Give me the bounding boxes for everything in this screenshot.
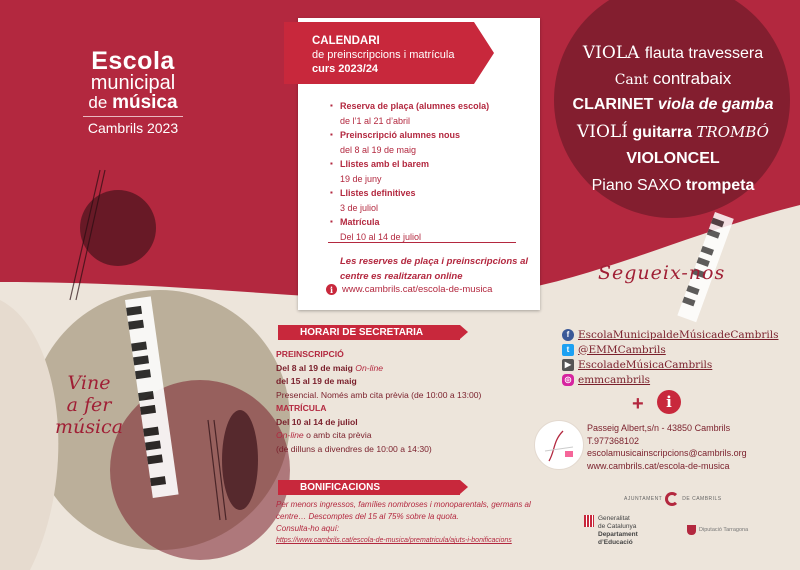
- logo-de-musica: de música: [88, 92, 178, 113]
- calendar-note: Les reserves de plaça i preinscripcions al centre es realitzaran online: [340, 256, 528, 282]
- calendar-item-date: de l’1 al 21 d’abril: [340, 115, 411, 126]
- info-icon: i: [326, 284, 337, 295]
- calendar-link-text[interactable]: www.cambrils.cat/escola-de-musica: [342, 284, 493, 295]
- instrument-row: VIOLONCEL: [626, 150, 720, 167]
- youtube-icon: ▶: [562, 359, 574, 371]
- instrument-row: CLARINET viola de gamba: [572, 96, 774, 113]
- calendar-item-label: ▪ Preinscripció alumnes nous: [330, 128, 530, 143]
- logo-escola: Escola: [91, 47, 175, 75]
- calendar-item-date: Del 10 al 14 de juliol: [340, 231, 422, 242]
- diputacio-logo: Diputació Tarragona: [687, 525, 748, 535]
- instruments-list: [548, 40, 798, 200]
- instrument-row: VIOLA flauta travessera: [582, 43, 764, 63]
- twitter-link[interactable]: t @EMMCambrils: [562, 342, 778, 357]
- bonificacions-tag: BONIFICACIONS: [278, 480, 460, 495]
- calendar-item-date: 19 de juny: [340, 173, 382, 184]
- bonificacions-link[interactable]: https://www.cambrils.cat/escola-de-musica/prematricula/ajuts-i-bonificacions: [276, 537, 512, 544]
- instagram-link[interactable]: ◎ emmcambrils: [562, 372, 778, 387]
- school-logo: [78, 48, 188, 136]
- calendar-item-date: del 8 al 19 de maig: [340, 144, 417, 155]
- website[interactable]: www.cambrils.cat/escola-de-musica: [587, 460, 730, 471]
- horari-tag: HORARI DE SECRETARIA: [278, 325, 460, 340]
- bonificacions-section: Per menors ingressos, famílies nombroses i monoparentals, germans al centre… Descomptes del 15 al 75% sobre la quota. Consulta-ho aquí: https://www.cambrils.cat/escola-de-musica/prematricula/ajuts-i-bonificacions: [276, 499, 536, 547]
- calendar-item-label: ▪ Llistes amb el barem: [330, 157, 530, 172]
- calendar-item-date: 3 de juliol: [340, 202, 379, 213]
- vine-a-fer-musica: Vine a fer música: [54, 372, 124, 438]
- phone: T.977368102: [587, 435, 640, 446]
- twitter-icon: t: [562, 344, 574, 356]
- calendar-item-label: ▪ Matrícula: [330, 215, 530, 230]
- logo-divider: [83, 116, 183, 117]
- ajuntament-logo: AJUNTAMENT DE CAMBRILS: [624, 492, 722, 506]
- calendar-header: CALENDARI de preinscripcions i matrícula curs 2023/24: [312, 35, 455, 75]
- instrument-row: Cant contrabaix: [614, 69, 732, 88]
- calendar-list: [330, 99, 530, 244]
- calendar-item-label: ▪ Reserva de plaça (alumnes escola): [330, 99, 530, 114]
- calendar-link[interactable]: [326, 284, 492, 295]
- logo-municipal: municipal: [90, 72, 176, 94]
- address: Passeig Albert,s/n - 43850 Cambrils: [587, 423, 731, 433]
- facebook-icon: f: [562, 329, 574, 341]
- social-links: [562, 327, 778, 387]
- segueix-nos-heading: Segueix-nos: [598, 262, 726, 284]
- plus-sign: +: [632, 393, 644, 415]
- contact-info: [587, 422, 747, 472]
- info-icon[interactable]: i: [657, 390, 681, 414]
- youtube-link[interactable]: ▶ EscoladeMúsicaCambrils: [562, 357, 778, 372]
- horari-section: PREINSCRIPCIÓ Del 8 al 19 de maig On-line del 15 al 19 de maig Presencial. Només amb cita prèvia (de 10:00 a 13:00) MATRÍCULA Del 10 al 14 de juliol On-line o amb cita prèvia (de dilluns a divendres de 10:00 a 14:30): [276, 349, 482, 454]
- map-icon: [534, 420, 584, 470]
- instagram-icon: ◎: [562, 374, 574, 386]
- email[interactable]: escolamusicainscripcions@cambrils.org: [587, 448, 747, 458]
- instrument-row: VIOLÍ guitarra TROMBÓ: [577, 122, 769, 142]
- logo-year: Cambrils 2023: [87, 120, 179, 136]
- calendar-divider: [328, 242, 516, 243]
- generalitat-logo: Generalitat de Catalunya Departament d’Educació: [584, 515, 638, 547]
- instrument-row: Piano SAXO trompeta: [591, 177, 755, 194]
- calendar-item-label: ▪ Llistes definitives: [330, 186, 530, 201]
- facebook-link[interactable]: f EscolaMunicipaldeMúsicadeCambrils: [562, 327, 778, 342]
